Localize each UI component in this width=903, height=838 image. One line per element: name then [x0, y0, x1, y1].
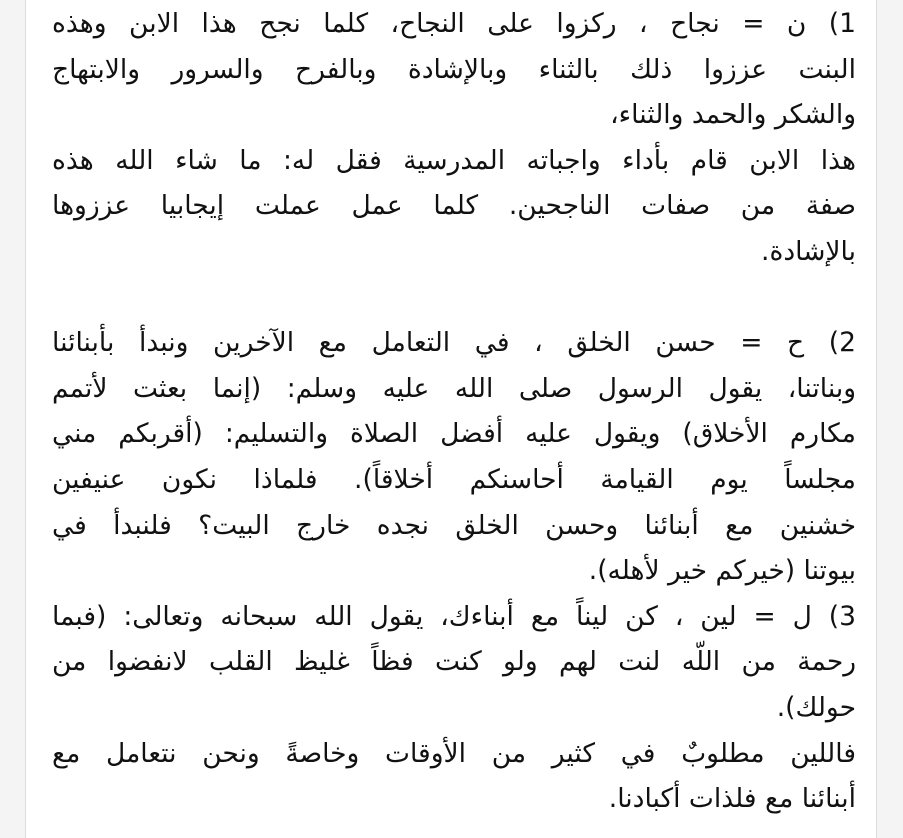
text-line: مجلساً يوم القيامة أحاسنكم أخلاقاً). فلماذا نكون عنيفين — [52, 463, 856, 495]
text-line: وبناتنا، يقول الرسول صلى الله عليه وسلم: (إنما بعثت لأتمم — [52, 372, 856, 404]
document-page — [25, 0, 877, 838]
text-line: فاللين مطلوبٌ في كثير من الأوقات وخاصةً ونحن نتعامل مع — [52, 737, 856, 769]
text-line: 3) ل = لين ، كن ليناً مع أبناءك، يقول الله سبحانه وتعالى: (فبما — [52, 600, 856, 632]
text-line: البنت عززوا ذلك بالثناء وبالإشادة وبالفرح والسرور والابتهاج — [52, 53, 856, 85]
text-line: حولك). — [776, 691, 856, 723]
blank-line — [52, 275, 856, 321]
text-line: مكارم الأخلاق) ويقول عليه أفضل الصلاة والتسليم: (أقربكم مني — [52, 418, 856, 450]
text-line: أبنائنا مع فلذات أكبادنا. — [608, 783, 856, 815]
text-line: خشنين مع أبنائنا وحسن الخلق نجده خارج البيت؟ فلنبدأ في — [52, 509, 856, 541]
text-line: بيوتنا (خيركم خير لأهله). — [588, 555, 856, 587]
document-body — [26, 0, 876, 822]
text-line: 2) ح = حسن الخلق ، في التعامل مع الآخرين ونبدأ بأبنائنا — [52, 327, 856, 359]
text-line: رحمة من اللّه لنت لهم ولو كنت فظاً غليظ القلب لانفضوا من — [52, 646, 856, 678]
text-line: صفة من صفات الناجحين. كلما عمل عملت إيجابيا عززوها — [52, 190, 856, 222]
text-line: بالإشادة. — [761, 235, 856, 267]
text-line: هذا الابن قام بأداء واجباته المدرسية فقل له: ما شاء الله هذه — [52, 144, 856, 176]
text-line: والشكر والحمد والثناء، — [610, 99, 856, 131]
text-line: 1) ن = نجاح ، ركزوا على النجاح، كلما نجح هذا الابن وهذه — [52, 8, 856, 39]
